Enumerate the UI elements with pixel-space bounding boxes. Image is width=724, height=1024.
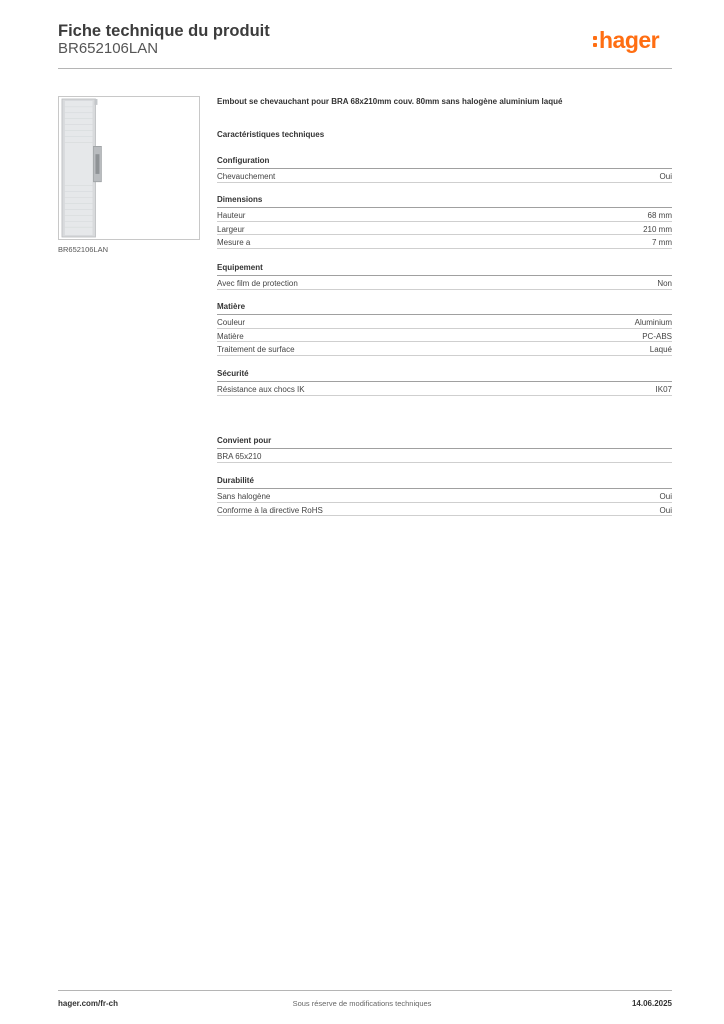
spec-row xyxy=(217,169,672,183)
spec-label: Matière xyxy=(217,331,244,341)
section-title: Sécurité xyxy=(217,368,672,382)
spec-row xyxy=(217,489,672,503)
product-image xyxy=(58,96,200,240)
section-title: Durabilité xyxy=(217,475,672,489)
spec-label: Avec film de protection xyxy=(217,279,298,288)
spec-label: Conforme à la directive RoHS xyxy=(217,505,323,515)
product-description: Embout se chevauchant pour BRA 68x210mm couv. 80mm sans halogène aluminium laqué xyxy=(217,97,563,106)
footer-date: 14.06.2025 xyxy=(631,999,672,1008)
spec-row xyxy=(217,382,672,396)
spec-row xyxy=(217,449,672,463)
spec-row xyxy=(217,208,672,222)
footer-website-link[interactable]: hager.com/fr-ch xyxy=(58,999,119,1008)
section-equipement xyxy=(217,262,672,290)
spec-value: Laqué xyxy=(649,345,672,354)
section-dimensions xyxy=(217,194,672,249)
spec-row xyxy=(217,329,672,343)
section-title: Dimensions xyxy=(217,194,672,208)
section-title: Matière xyxy=(217,301,672,315)
product-end-cap-icon xyxy=(59,97,199,239)
spec-row xyxy=(217,222,672,236)
spec-label: BRA 65x210 xyxy=(217,452,262,461)
spec-row xyxy=(217,235,672,249)
product-image-caption: BR652106LAN xyxy=(58,245,109,254)
section-title: Configuration xyxy=(217,155,672,169)
spec-value: Oui xyxy=(659,172,672,181)
spec-value: 210 mm xyxy=(643,224,672,234)
spec-label: Hauteur xyxy=(217,211,246,220)
section-durabilite xyxy=(217,475,672,516)
logo-colon-icon xyxy=(593,30,598,48)
footer-notice: Sous réserve de modifications techniques xyxy=(292,999,432,1008)
spec-value: PC-ABS xyxy=(642,331,672,341)
spec-value: Oui xyxy=(659,505,672,515)
spec-value: Oui xyxy=(659,492,672,501)
spec-label: Résistance aux chocs IK xyxy=(217,385,305,394)
section-securite xyxy=(217,368,672,396)
spec-label: Sans halogène xyxy=(217,492,271,501)
section-title: Convient pour xyxy=(217,435,672,449)
product-reference: BR652106LAN xyxy=(58,40,159,57)
logo-text: hager xyxy=(599,27,660,53)
section-convient-pour xyxy=(217,435,672,463)
footer-divider xyxy=(58,990,672,991)
spec-row xyxy=(217,503,672,517)
spec-row xyxy=(217,342,672,356)
spec-label: Largeur xyxy=(217,224,245,234)
spec-label: Couleur xyxy=(217,318,246,327)
spec-row xyxy=(217,276,672,290)
section-matiere xyxy=(217,301,672,356)
spec-value: IK07 xyxy=(655,385,672,394)
header-divider xyxy=(58,68,672,69)
spec-value: 7 mm xyxy=(652,238,672,247)
spec-label: Mesure a xyxy=(217,238,251,247)
spec-label: Chevauchement xyxy=(217,172,276,181)
spec-row xyxy=(217,315,672,329)
section-configuration xyxy=(217,155,672,183)
hager-logo[interactable] xyxy=(593,27,659,57)
technical-characteristics-heading: Caractéristiques techniques xyxy=(217,130,325,139)
spec-value: Aluminium xyxy=(634,318,672,327)
spec-value: Non xyxy=(657,279,672,288)
spec-value: 68 mm xyxy=(647,211,672,220)
spec-label: Traitement de surface xyxy=(217,345,295,354)
section-title: Equipement xyxy=(217,262,672,276)
page-title: Fiche technique du produit xyxy=(58,22,270,40)
